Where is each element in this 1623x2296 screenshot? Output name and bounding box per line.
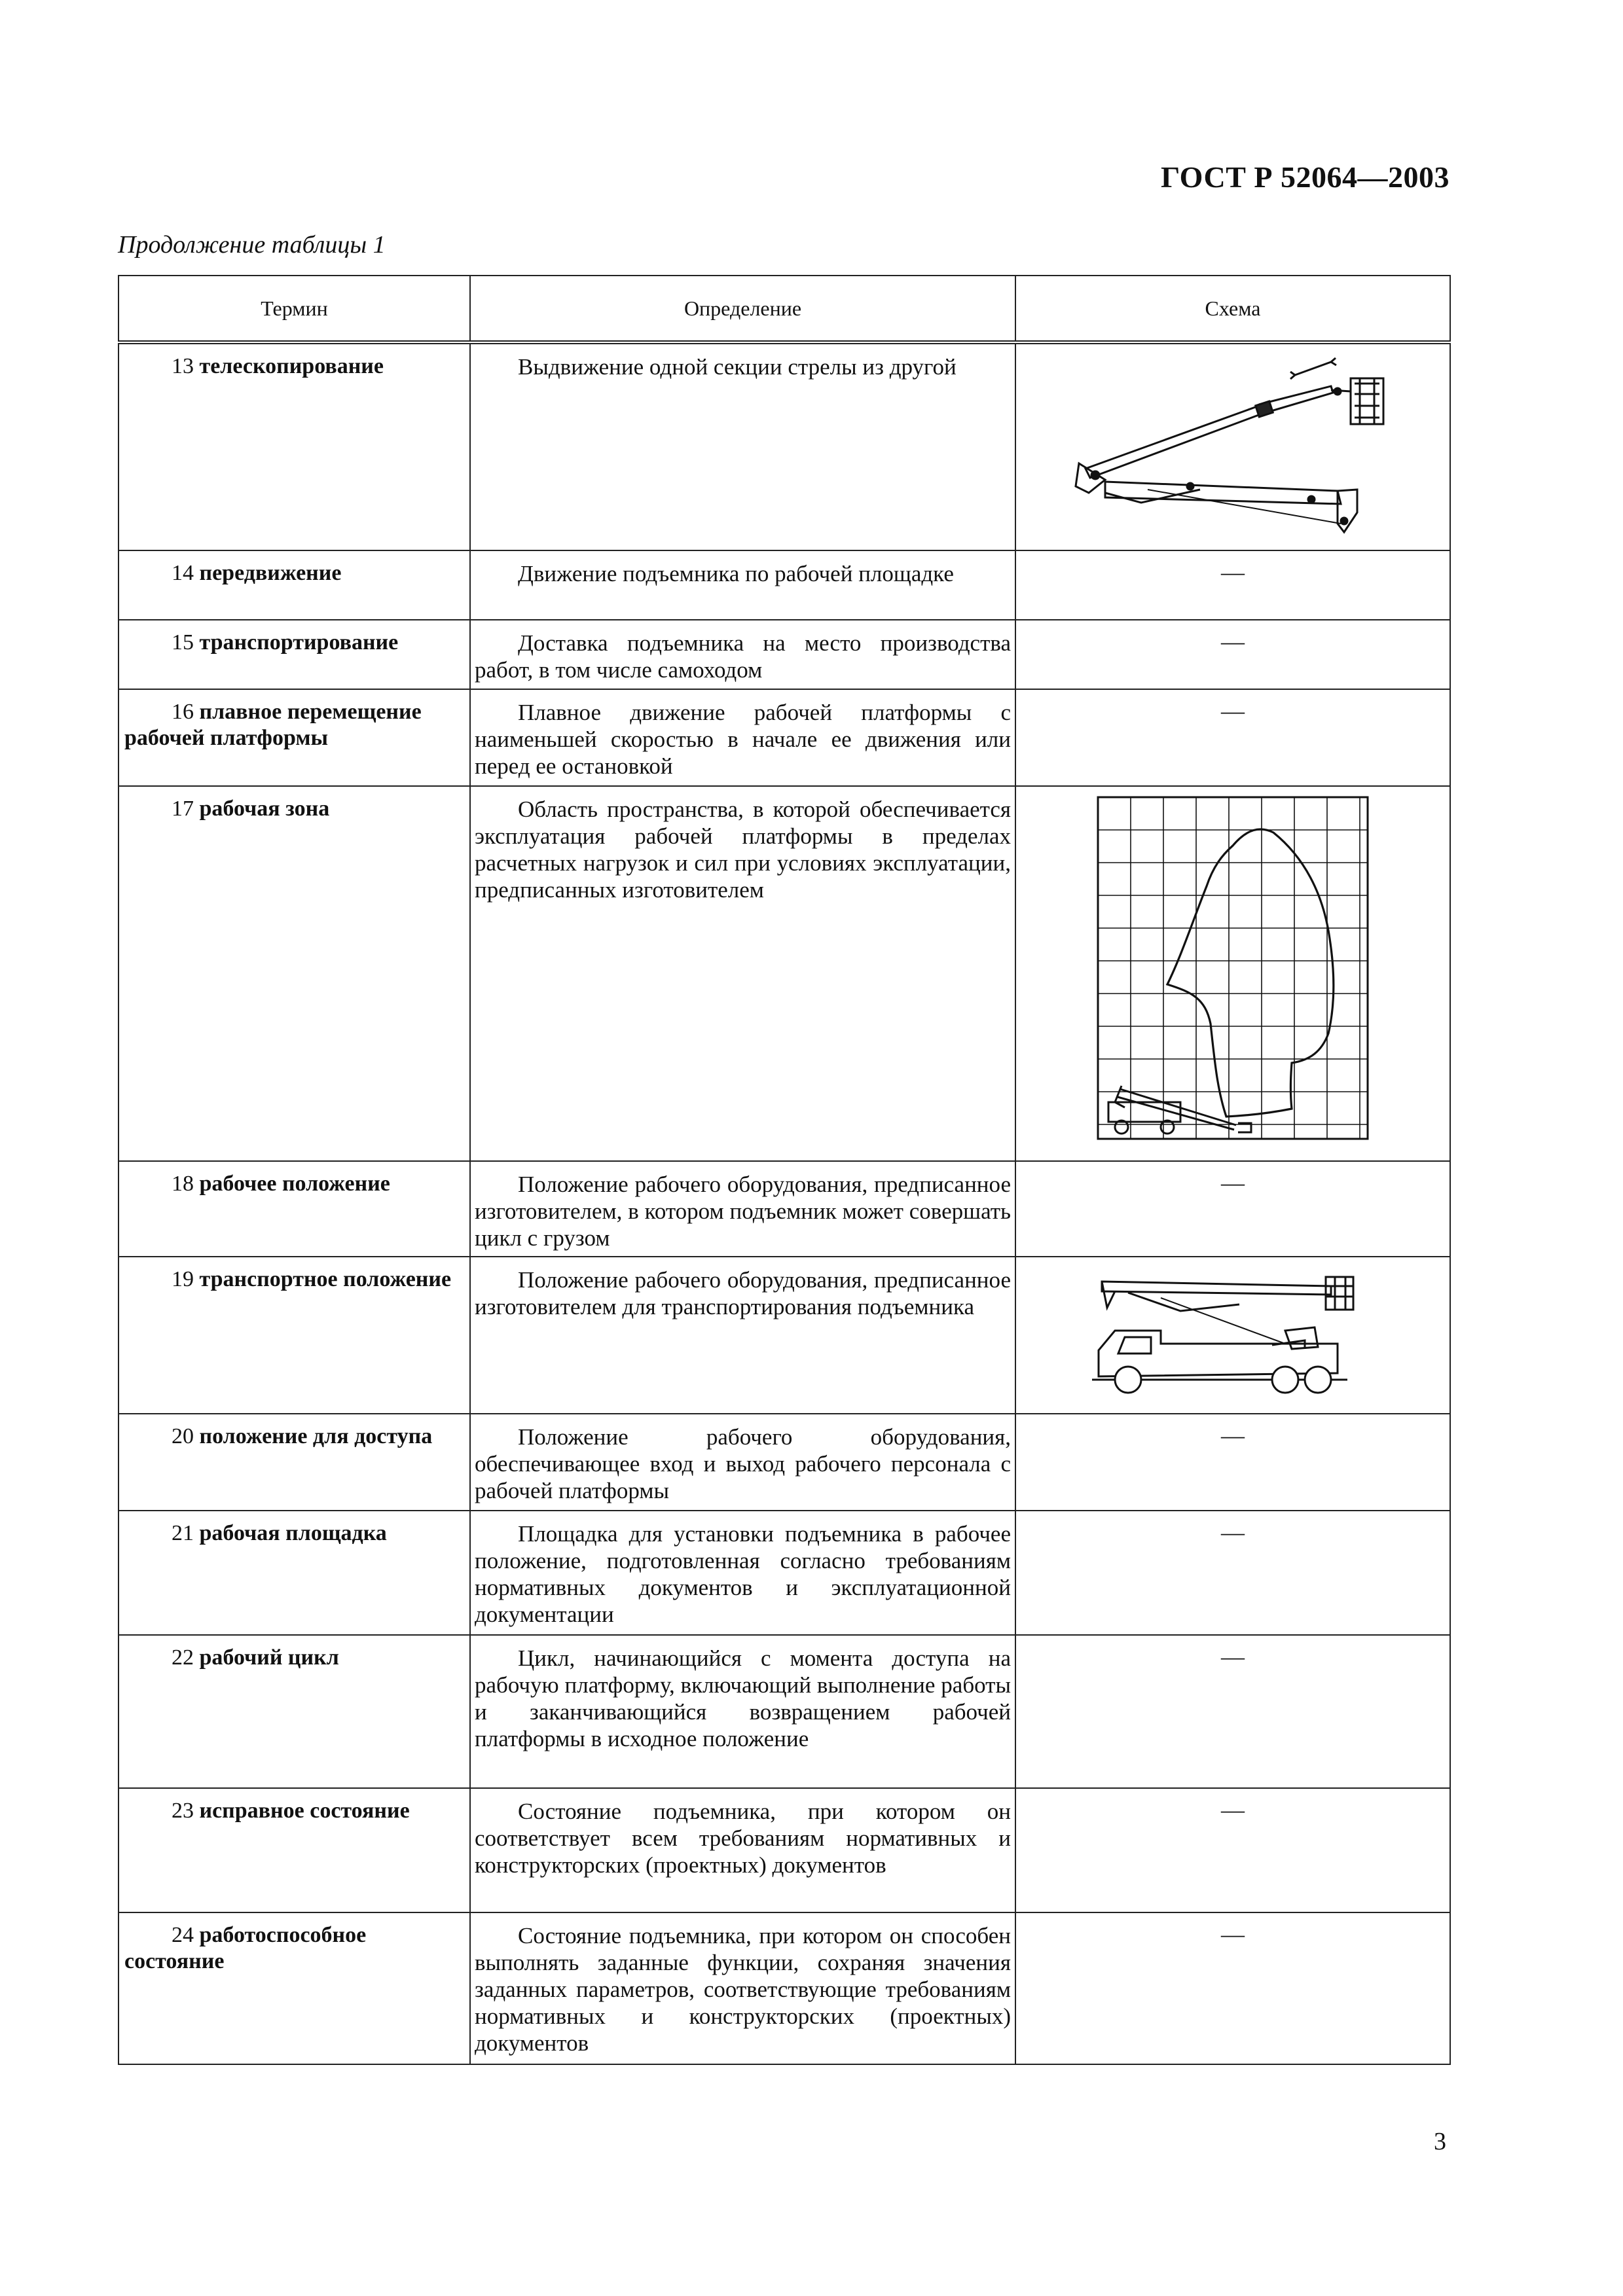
no-scheme-dash: — [1221,628,1245,655]
table-row [119,689,1450,786]
term-text: рабочая зона [199,797,330,821]
definition-cell: Доставка подъемника на место производства работ, в том числе самоходом [470,620,1015,689]
scheme-cell [1015,1635,1450,1788]
table-header-row [119,276,1450,342]
scheme-cell [1015,620,1450,689]
term-text: работоспособное состояние [124,1923,367,1973]
term-number: 17 [172,797,194,821]
no-scheme-dash: — [1221,1519,1245,1545]
scheme-cell [1015,1788,1450,1912]
transport-position-diagram [1089,1265,1377,1403]
term-text: рабочее положение [199,1172,390,1196]
working-zone-diagram [1095,795,1370,1141]
term-text: положение для доступа [199,1424,433,1448]
term-number: 24 [172,1923,194,1947]
scheme-cell [1015,689,1450,786]
table-row [119,620,1450,689]
scheme-cell [1015,1161,1450,1257]
definition-cell: Цикл, начинающийся с момента доступа на рабочую платформу, включающий выполнение работы и заканчивающийся возвращением рабочей платформы в исходное положение [470,1635,1015,1788]
column-header-scheme: Схема [1015,276,1450,342]
term-cell [119,620,470,689]
term-number: 13 [172,354,194,378]
term-text: рабочая площадка [199,1521,387,1545]
term-text: передвижение [199,561,342,585]
term-number: 18 [172,1172,194,1196]
no-scheme-dash: — [1221,1921,1245,1947]
table-row [119,1912,1450,2064]
scheme-cell [1015,1414,1450,1511]
definition-cell: Выдвижение одной секции стрелы из другой [470,342,1015,550]
table-row [119,1161,1450,1257]
term-text: транспортирование [199,630,399,655]
term-cell [119,1912,470,2064]
no-scheme-dash: — [1221,1422,1245,1448]
term-number: 22 [172,1645,194,1670]
definition-cell: Площадка для установки подъемника в рабочее положение, подготовленная согласно требованиям нормативных документов и эксплуатационной документации [470,1511,1015,1635]
definition-cell: Состояние подъемника, при котором он способен выполнять заданные функции, сохраняя значения заданных параметров, соответствующие требованиям нормативных и конструкторских (проектных) документов [470,1912,1015,2064]
table-row [119,1414,1450,1511]
document-code: ГОСТ Р 52064—2003 [1161,160,1450,194]
scheme-cell [1015,1511,1450,1635]
definition-cell: Движение подъемника по рабочей площадке [470,550,1015,620]
term-number: 23 [172,1799,194,1823]
scheme-cell [1015,1912,1450,2064]
term-cell [119,342,470,550]
terms-table [118,275,1451,2065]
definition-cell: Состояние подъемника, при котором он соответствует всем требованиям нормативных и конструкторских (проектных) документов [470,1788,1015,1912]
term-cell [119,550,470,620]
definition-cell: Область пространства, в которой обеспечивается эксплуатация рабочей платформы в пределах расчетных нагрузок и сил при условиях эксплуатации, предписанных изготовителем [470,786,1015,1161]
no-scheme-dash: — [1221,559,1245,585]
term-number: 19 [172,1267,194,1291]
scheme-cell [1015,550,1450,620]
column-header-term: Термин [119,276,470,342]
table-row [119,342,1450,550]
table-row [119,1635,1450,1788]
term-text: рабочий цикл [199,1645,339,1670]
definition-cell: Плавное движение рабочей платформы с наименьшей скоростью в начале ее движения или перед ее остановкой [470,689,1015,786]
scheme-cell [1015,786,1450,1161]
column-header-definition: Определение [470,276,1015,342]
no-scheme-dash: — [1221,698,1245,724]
table-row [119,786,1450,1161]
term-number: 20 [172,1424,194,1448]
table-continuation-caption: Продолжение таблицы 1 [118,231,386,259]
scheme-cell [1015,342,1450,550]
definition-cell: Положение рабочего оборудования, обеспечивающее вход и выход рабочего персонала с рабочей платформы [470,1414,1015,1511]
term-text: исправное состояние [199,1799,410,1823]
term-text: плавное перемещение рабочей платформы [124,700,422,750]
page-number: 3 [1434,2128,1446,2155]
table-row [119,1511,1450,1635]
term-number: 14 [172,561,194,585]
no-scheme-dash: — [1221,1643,1245,1670]
term-cell [119,1635,470,1788]
definition-cell: Положение рабочего оборудования, предписанное изготовителем, в котором подъемник может совершать цикл с грузом [470,1161,1015,1257]
telescoping-boom-diagram [1049,352,1416,542]
definition-cell: Положение рабочего оборудования, предписанное изготовителем для транспортирования подъемника [470,1257,1015,1414]
term-cell [119,1414,470,1511]
table-row [119,1788,1450,1912]
term-number: 21 [172,1521,194,1545]
term-cell [119,786,470,1161]
term-cell [119,1511,470,1635]
term-cell [119,1161,470,1257]
no-scheme-dash: — [1221,1170,1245,1196]
term-cell [119,689,470,786]
term-text: телескопирование [199,354,384,378]
term-number: 15 [172,630,194,655]
scheme-cell [1015,1257,1450,1414]
term-cell [119,1788,470,1912]
term-cell [119,1257,470,1414]
term-text: транспортное положение [199,1267,452,1291]
no-scheme-dash: — [1221,1797,1245,1823]
table-row [119,550,1450,620]
table-row [119,1257,1450,1414]
term-number: 16 [172,700,194,724]
